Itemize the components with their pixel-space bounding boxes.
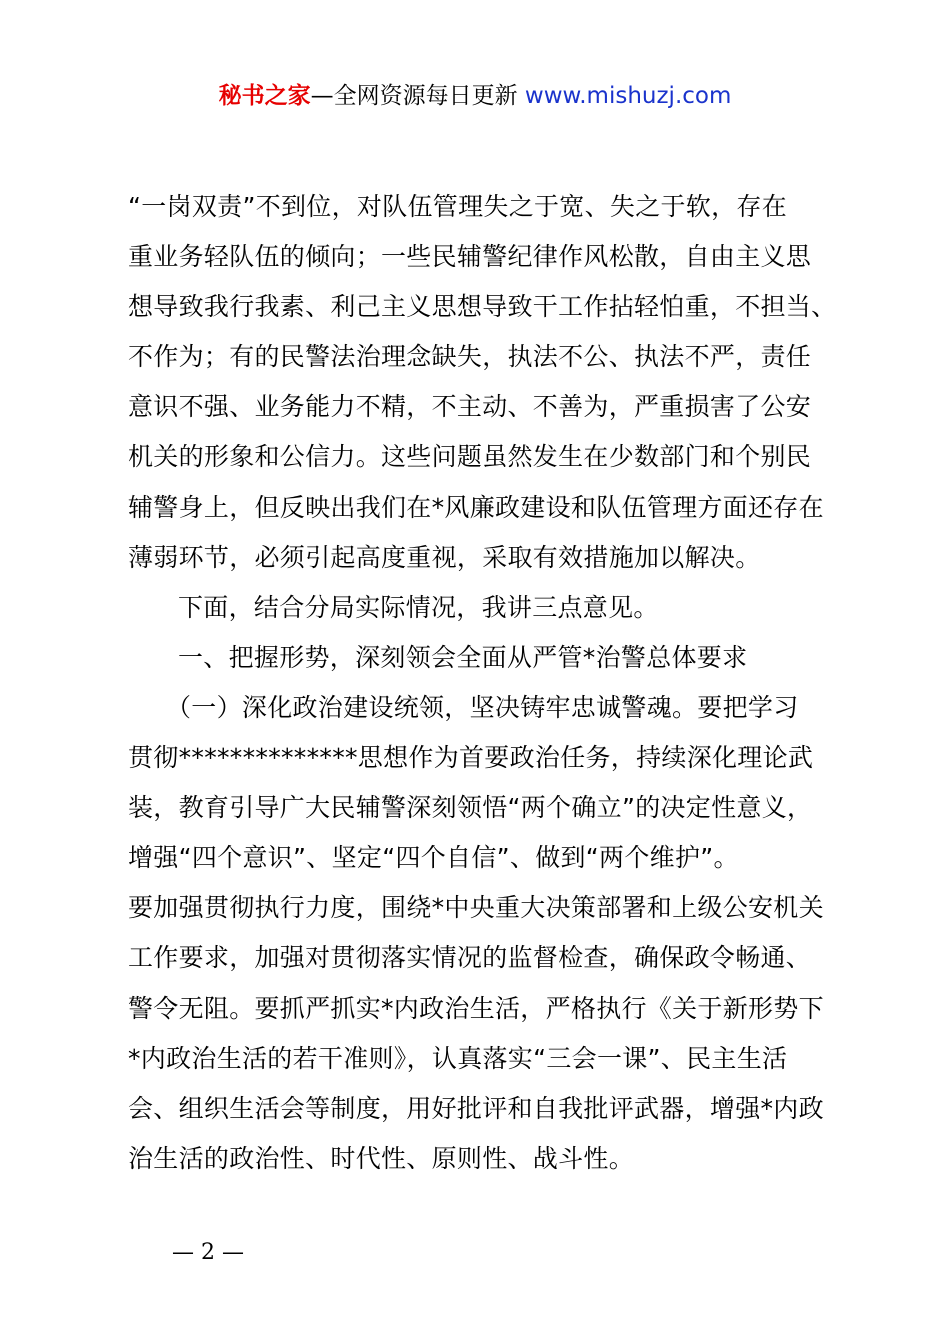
- document-body: [128, 182, 848, 1184]
- paragraph-line: 治生活的政治性、时代性、原则性、战斗性。: [128, 1143, 635, 1173]
- paragraph-line: 贯彻**************思想作为首要政治任务，持续深化理论武: [128, 743, 814, 773]
- section-heading: 一、把握形势，深刻领会全面从严管*治警总体要求: [178, 642, 748, 672]
- site-brand: 秘书之家: [218, 83, 311, 109]
- paragraph-line: 装，教育引导广大民辅警深刻领悟“两个确立”的决定性意义，: [128, 793, 813, 823]
- site-tagline: —全网资源每日更新: [310, 83, 518, 109]
- paragraph-line: *内政治生活的若干准则》，认真落实“三会一课”、民主生活: [128, 1043, 788, 1073]
- paragraph-line: （一）深化政治建设统领，坚决铸牢忠诚警魂。要把学习: [166, 692, 799, 722]
- paragraph-line: 下面，结合分局实际情况，我讲三点意见。: [178, 592, 659, 622]
- paragraph-line: 警令无阻。要抓严抓实*内政治生活，严格执行《关于新形势下: [128, 993, 824, 1023]
- paragraph-line: 意识不强、业务能力不精，不主动、不善为，严重损害了公安: [128, 392, 812, 422]
- paragraph-line: 想导致我行我素、利己主义思想导致干工作拈轻怕重，不担当、: [128, 292, 837, 322]
- paragraph-line: 不作为；有的民警法治理念缺失，执法不公、执法不严，责任: [128, 342, 812, 372]
- paragraph-line: 工作要求，加强对贯彻落实情况的监督检查，确保政令畅通、: [128, 943, 812, 973]
- paragraph-line: 重业务轻队伍的倾向；一些民辅警纪律作风松散，自由主义思: [128, 242, 812, 272]
- paragraph-line: 辅警身上，但反映出我们在*风廉政建设和队伍管理方面还存在: [128, 492, 824, 522]
- paragraph-line: 增强“四个意识”、坚定“四个自信”、做到“两个维护”。: [128, 843, 739, 873]
- page-number: — 2 —: [172, 1240, 244, 1265]
- paragraph-line: 机关的形象和公信力。这些问题虽然发生在少数部门和个别民: [128, 442, 812, 472]
- paragraph-line: 要加强贯彻执行力度，围绕*中央重大决策部署和上级公安机关: [128, 893, 824, 923]
- paragraph-line: 会、组织生活会等制度，用好批评和自我批评武器，增强*内政: [128, 1093, 824, 1123]
- paragraph-line: “一岗双责”不到位，对队伍管理失之于宽、失之于软，存在: [128, 192, 788, 221]
- site-header: [0, 78, 950, 114]
- paragraph-line: 薄弱环节，必须引起高度重视，采取有效措施加以解决。: [128, 542, 761, 572]
- site-url-link[interactable]: www.mishuzj.com: [524, 83, 732, 109]
